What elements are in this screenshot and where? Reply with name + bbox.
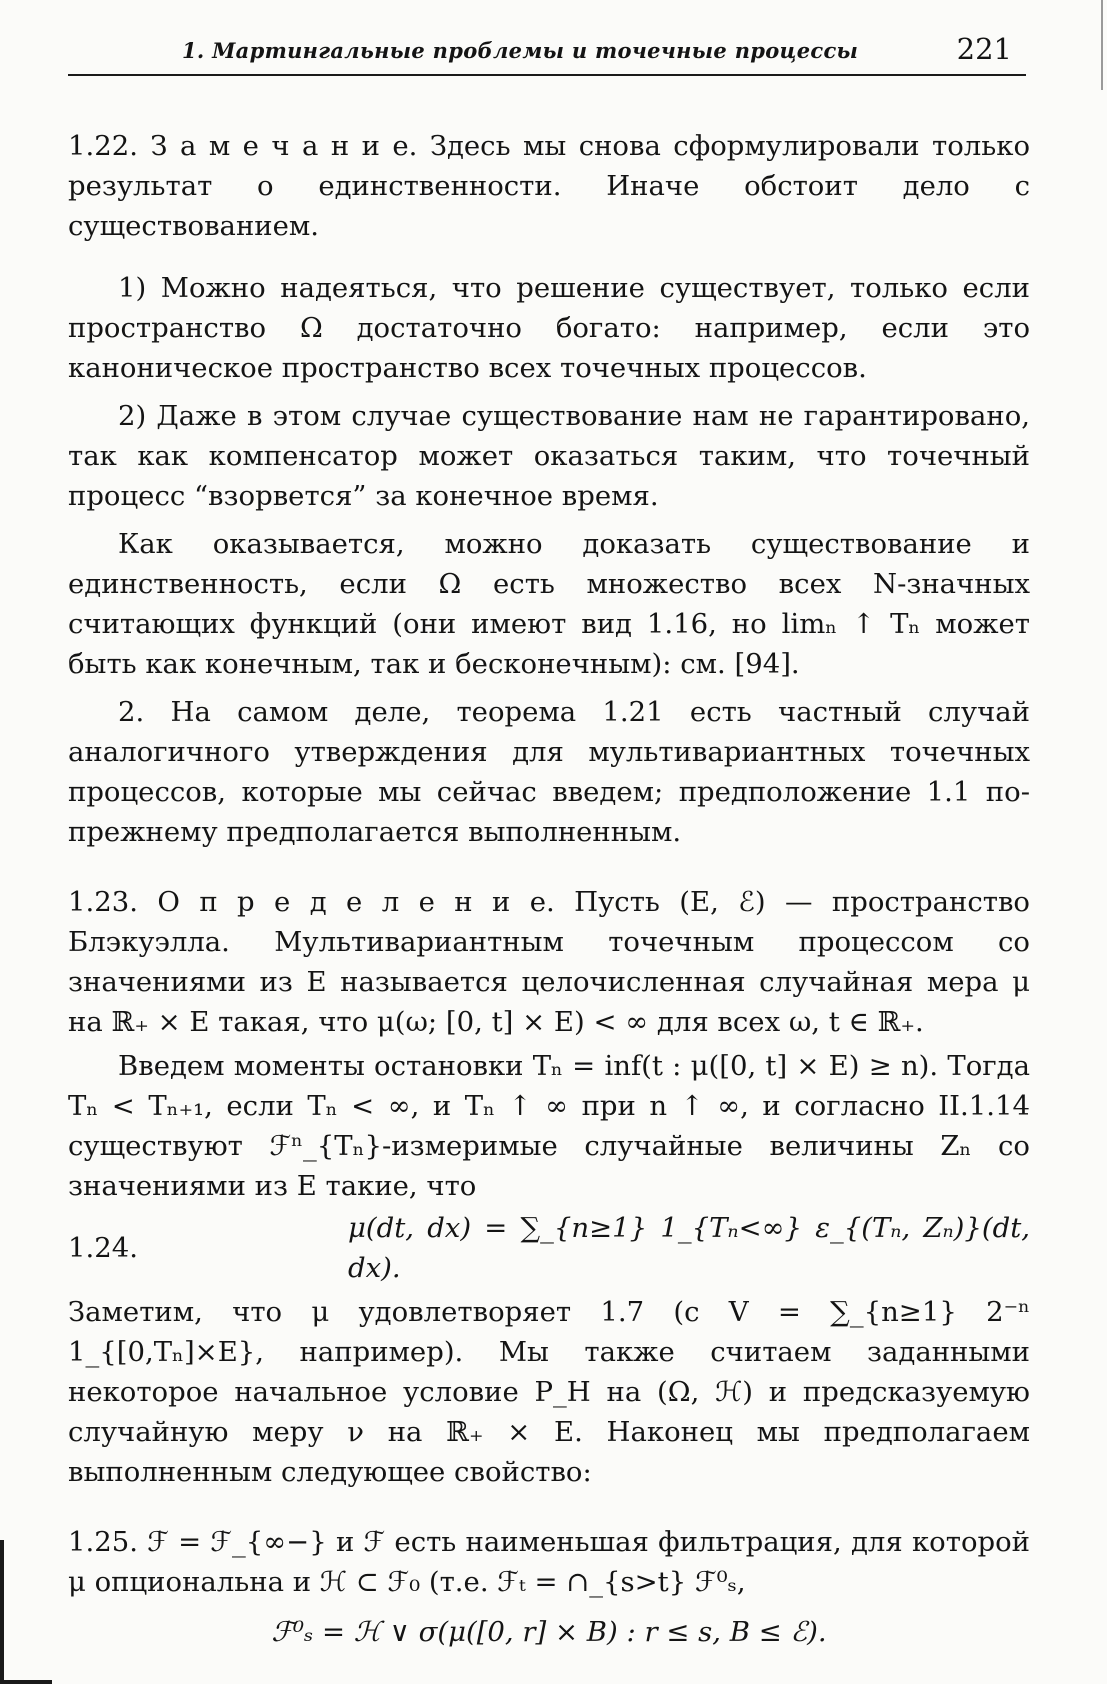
page-edge-mark: [1101, 0, 1103, 90]
remark-1-22: 1.22. З а м е ч а н и е. Здесь мы снова сформулировали только результат о единственности. Иначе обстоит дело с существованием.: [68, 130, 1030, 242]
remark-point-2: 2. На самом деле, теорема 1.21 есть частный случай аналогичного утверждения для мультивариантных точечных процессов, которые мы сейчас введем; предположение 1.1 по-прежнему предполагается выполненным.: [68, 696, 1030, 848]
page-body: [68, 126, 1030, 1652]
remark-item-2: 2) Даже в этом случае существование нам не гарантировано, так как компенсатор может оказаться таким, что точечный процесс “взорвется” за конечное время.: [68, 400, 1030, 512]
header-title: 1. Мартингальные проблемы и точечные процессы: [182, 38, 859, 63]
formula-number: 1.24.: [68, 1232, 138, 1264]
assumption-1-25: 1.25. ℱ = ℱ_{∞−} и ℱ есть наименьшая фильтрация, для которой μ опциональна и ℋ ⊂ ℱ₀ (т.е. ℱₜ = ∩_{s>t} ℱ⁰ₛ,: [68, 1526, 1030, 1598]
scan-corner-line: [0, 1680, 52, 1684]
formula-1-25-sigma: ℱ⁰ₛ = ℋ ∨ σ(μ([0, r] × B) : r ≤ s, B ≤ ℰ).: [271, 1616, 827, 1648]
page-number: 221: [956, 32, 1012, 66]
remark-existence: Как оказывается, можно доказать существование и единственность, если Ω есть множество всех N-значных считающих функций (они имеют вид 1.16, но limₙ ↑ Tₙ может быть как конечным, так и бесконечным): см. [94].: [68, 528, 1030, 680]
definition-1-23: 1.23. О п р е д е л е н и е. Пусть (E, ℰ) — пространство Блэкуэлла. Мультивариантным точечным процессом со значениями из E называется целочисленная случайная мера μ на ℝ₊ × E такая, что μ(ω; [0, t] × E) < ∞ для всех ω, t ∈ ℝ₊.: [68, 886, 1030, 1038]
running-header: [68, 30, 1026, 76]
remark-item-1: 1) Можно надеяться, что решение существует, только если пространство Ω достаточно богато: например, если это каноническое пространство всех точечных процессов.: [68, 272, 1030, 384]
scan-margin-line: [0, 1540, 4, 1684]
formula-expression: μ(dt, dx) = ∑_{n≥1} 1_{Tₙ<∞} ε_{(Tₙ, Zₙ)}(dt, dx).: [348, 1212, 1030, 1284]
note-paragraph: Заметим, что μ удовлетворяет 1.7 (с V = ∑_{n≥1} 2⁻ⁿ 1_{[0,Tₙ]×E}, например). Мы также считаем заданными некоторое начальное условие P_H на (Ω, ℋ) и предсказуемую случайную меру ν на ℝ₊ × E. Наконец мы предполагаем выполненным следующее свойство:: [68, 1296, 1030, 1488]
stopping-times-paragraph: Введем моменты остановки Tₙ = inf(t : μ([0, t] × E) ≥ n). Тогда Tₙ < Tₙ₊₁, если Tₙ < ∞, и Tₙ ↑ ∞ при n ↑ ∞, и согласно II.1.14 существуют ℱⁿ_{Tₙ}-измеримые случайные величины Zₙ со значениями из E такие, что: [68, 1050, 1030, 1202]
formula-1-24: [68, 1212, 1030, 1284]
